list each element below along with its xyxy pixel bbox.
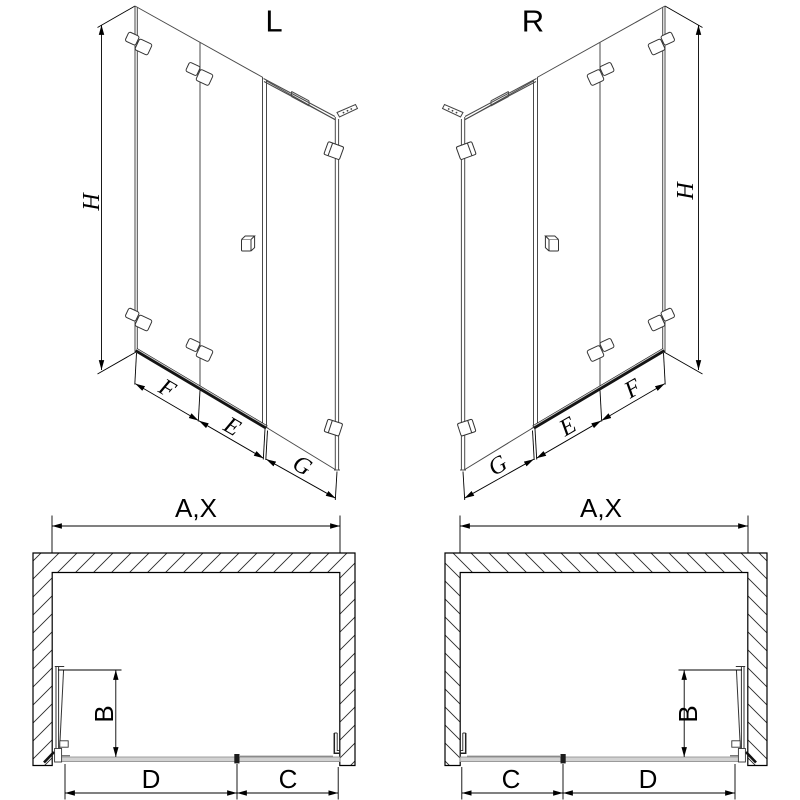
f-label-left: F [154, 374, 180, 404]
e-label-right: E [555, 412, 581, 442]
b-label-right: B [673, 705, 703, 723]
total-width-label-left: A,X [175, 493, 217, 523]
c-label-right: C [501, 764, 521, 794]
g-label-right: G [483, 450, 513, 482]
variant-label-left: L [265, 3, 283, 39]
total-width-label-right: A,X [580, 493, 622, 523]
b-label-left: B [89, 705, 119, 723]
d-label-left: D [141, 764, 161, 794]
height-label-left: H [79, 193, 105, 211]
d-label-right: D [638, 764, 658, 794]
c-label-left: C [278, 764, 298, 794]
height-label-right: H [673, 182, 699, 200]
g-label-left: G [287, 450, 317, 482]
f-label-right: F [620, 374, 646, 404]
plan-view-right [445, 516, 767, 800]
variant-label-right: R [521, 3, 545, 39]
plan-view-left [33, 516, 355, 800]
e-label-left: E [219, 412, 245, 442]
